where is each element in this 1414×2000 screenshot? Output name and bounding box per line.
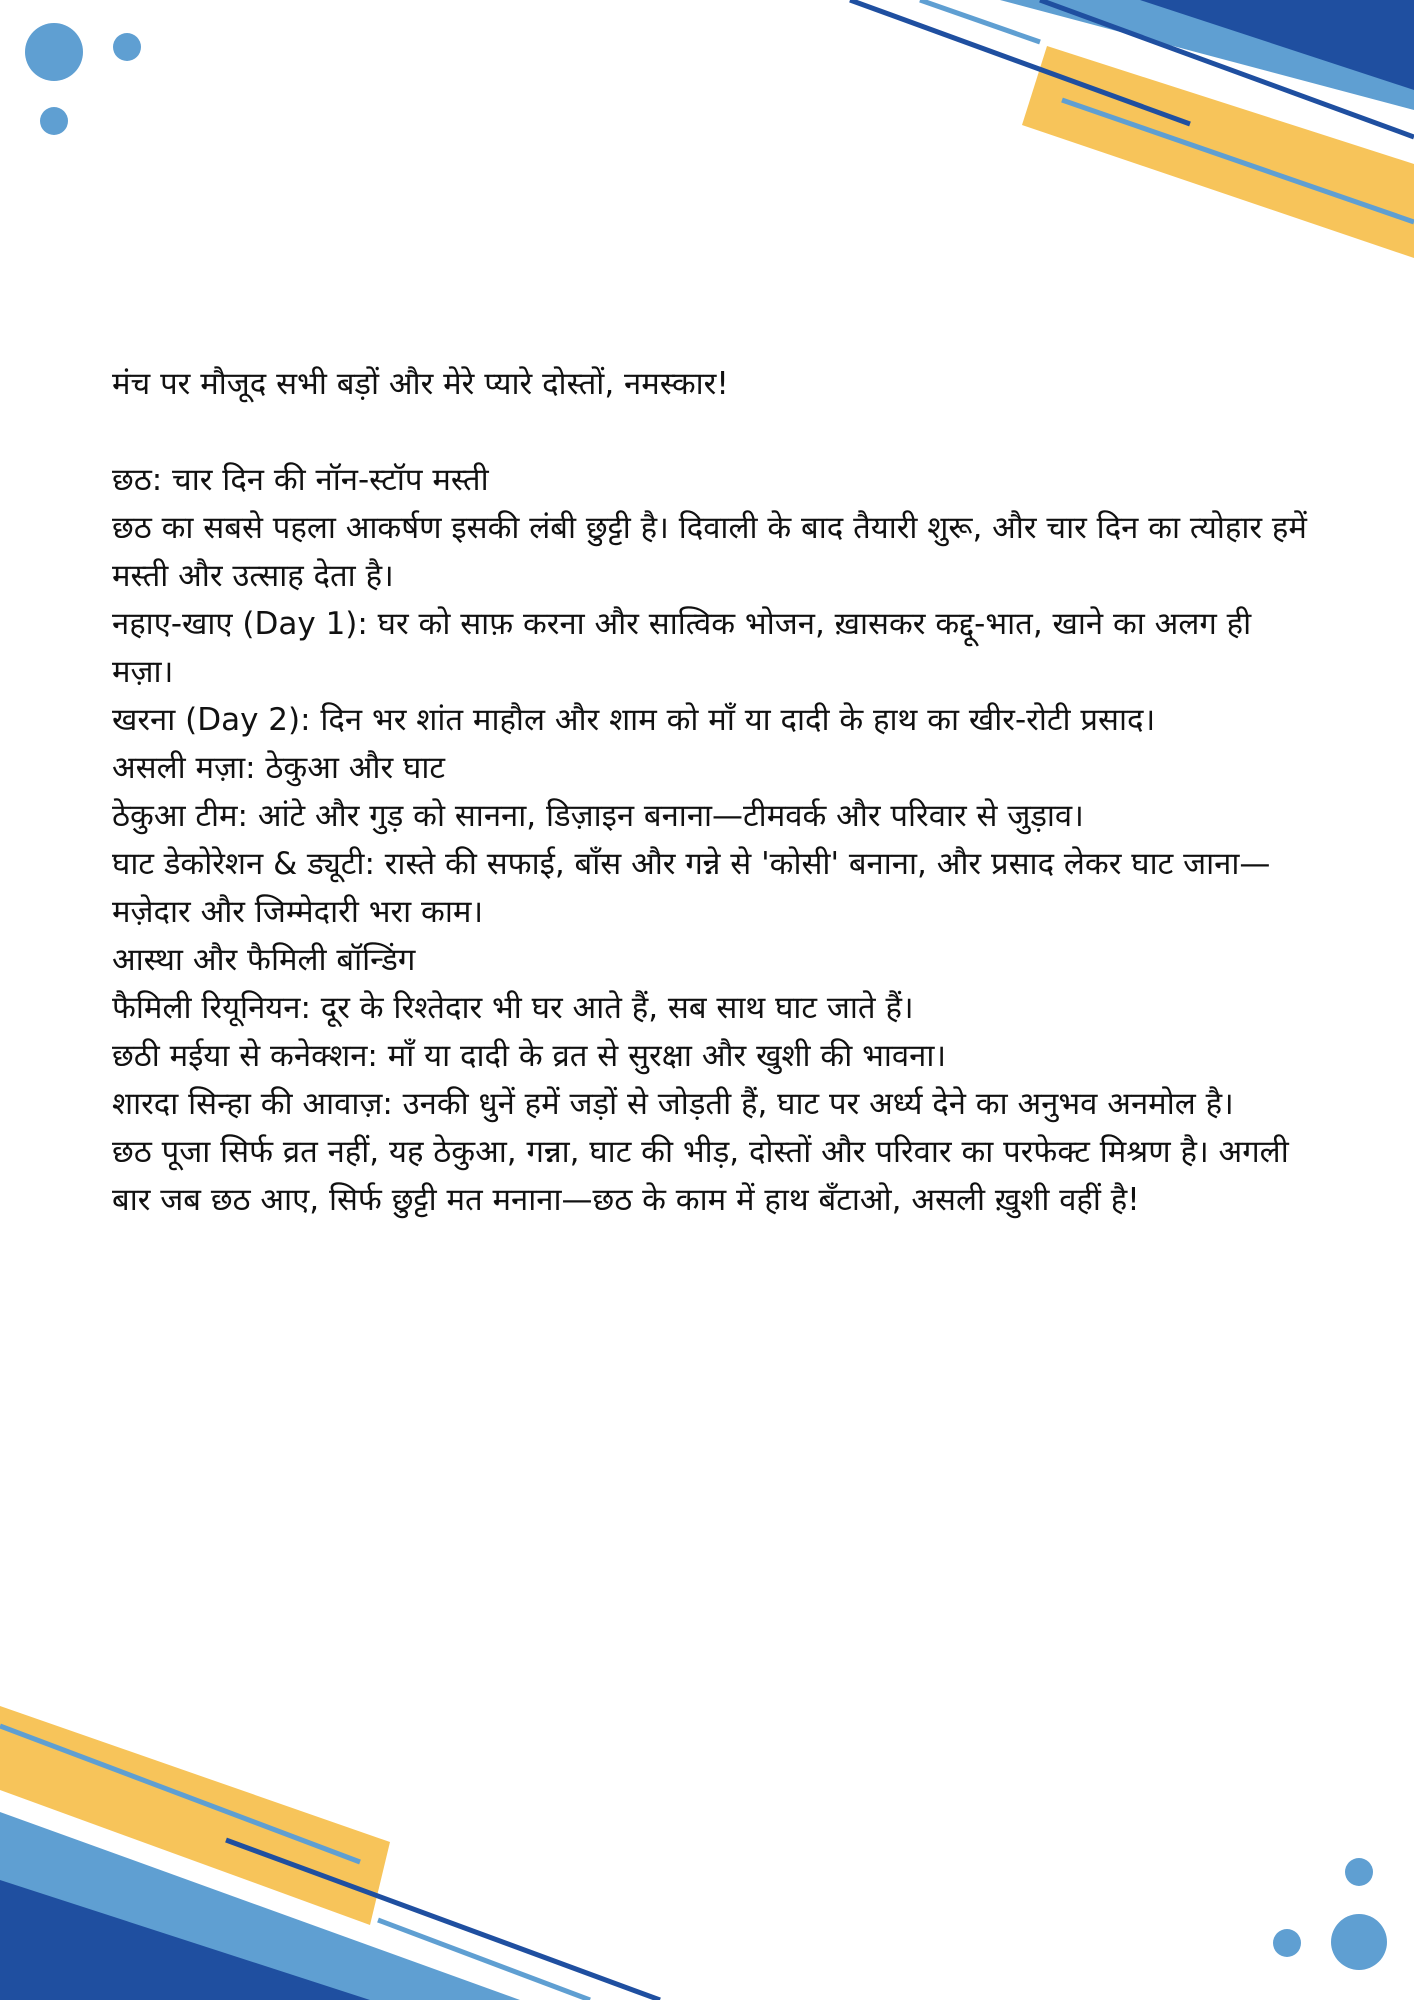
section-heading: छठ: चार दिन की नॉन-स्टॉप मस्ती [112,462,489,498]
section-heading: असली मज़ा: ठेकुआ और घाट [112,750,445,786]
conclusion-paragraph: छठ पूजा सिर्फ व्रत नहीं, यह ठेकुआ, गन्ना, घाट की भीड़, दोस्तों और परिवार का परफेक्ट मिश्रण है। अगली बार जब छठ आए, सिर्फ छुट्टी मत मनाना—छठ के काम में हाथ बँटाओ, असली ख़ुशी वहीं है! [112,1134,1289,1218]
paragraph: छठ का सबसे पहला आकर्षण इसकी लंबी छुट्टी है। दिवाली के बाद तैयारी शुरू, और चार दिन का त्योहार हमें मस्ती और उत्साह देता है। [112,510,1307,594]
section-heading: आस्था और फैमिली बॉन्डिंग [112,942,416,978]
decor-top-line [920,0,1040,42]
paragraph: ठेकुआ टीम: आंटे और गुड़ को सानना, डिज़ाइन बनाना—टीमवर्क और परिवार से जुड़ाव। [112,798,1084,834]
decor-circle-large [1331,1914,1387,1970]
decor-circle-small [40,107,68,135]
decor-circle-small [113,33,141,61]
paragraph: फैमिली रियूनियन: दूर के रिश्तेदार भी घर आते हैं, सब साथ घाट जाते हैं। [112,990,914,1026]
paragraph: छठी मईया से कनेक्शन: माँ या दादी के व्रत से सुरक्षा और खुशी की भावना। [112,1038,947,1074]
greeting-line: मंच पर मौजूद सभी बड़ों और मेरे प्यारे दोस्तों, नमस्कार! [112,366,729,402]
decor-circle-small [1345,1858,1373,1886]
paragraph: खरना (Day 2): दिन भर शांत माहौल और शाम को माँ या दादी के हाथ का खीर-रोटी प्रसाद। [112,702,1156,738]
decor-circle-large [25,23,83,81]
speech-body [112,360,1312,1224]
paragraph: घाट डेकोरेशन & ड्यूटी: रास्ते की सफाई, बाँस और गन्ने से 'कोसी' बनाना, और प्रसाद लेकर घाट जाना—मज़ेदार और जिम्मेदारी भरा काम। [112,846,1271,930]
paragraph: शारदा सिन्हा की आवाज़: उनकी धुनें हमें जड़ों से जोड़ती हैं, घाट पर अर्ध्य देने का अनुभव अनमोल है। [112,1086,1234,1122]
paragraph: नहाए-खाए (Day 1): घर को साफ़ करना और सात्विक भोजन, ख़ासकर कद्दू-भात, खाने का अलग ही मज़ा। [112,606,1252,690]
decor-circle-small [1273,1929,1301,1957]
